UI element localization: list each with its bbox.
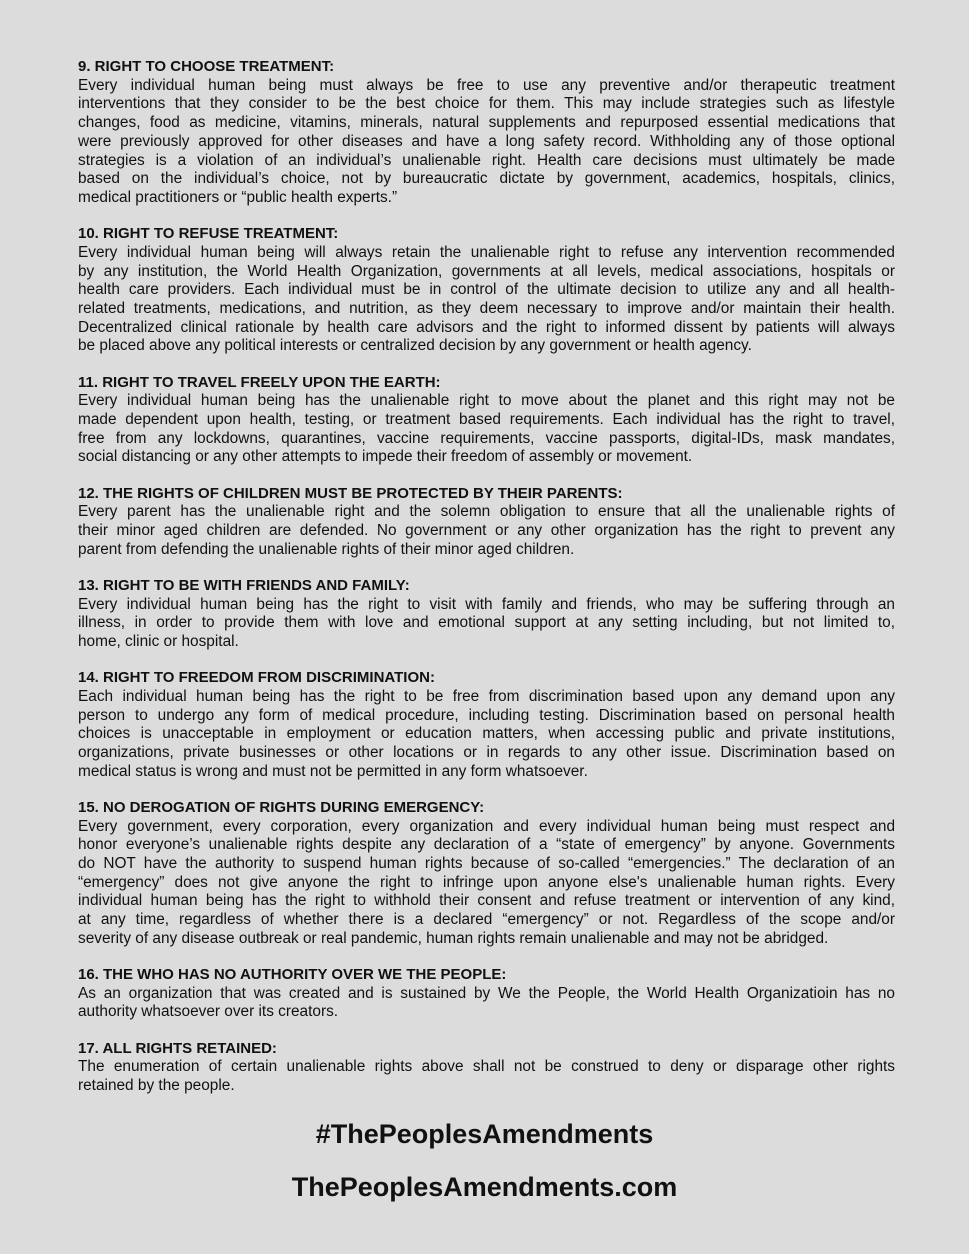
section-text-line: Every individual human being must always be free to use any preventive and/or therapeutic treatment — [78, 76, 895, 94]
section-heading: 15. NO DEROGATION OF RIGHTS DURING EMERGENCY: — [78, 798, 485, 816]
section-text-line: organizations, private businesses or other locations or in regards to any other issue. Discrimination based on — [78, 744, 895, 761]
section-text-line: home, clinic or hospital. — [78, 632, 239, 650]
section-text-line: As an organization that was created and is sustained by We the People, the World Health Organizatioin has no — [78, 984, 895, 1002]
section-text-line: The enumeration of certain unalienable rights above shall not be construed to deny or disparage other rights — [78, 1058, 895, 1076]
section-text-line: severity of any disease outbreak or real pandemic, human rights remain unalienable and may not be abridged. — [78, 929, 829, 947]
document-body — [78, 58, 895, 1113]
section-text-line: choices is unacceptable in employment or education matters, when accessing public and private institutions, — [78, 725, 895, 743]
section-text-line: retained by the people. — [78, 1077, 235, 1095]
section-text-line: at any time, regardless of whether there is a declared “emergency” or not. Regardless of the scope and/or — [78, 911, 895, 929]
section-text-line: Every individual human being has the unalienable right to move about the planet and this right may not be — [78, 392, 895, 410]
section — [78, 577, 895, 652]
section-text-line: free from any lockdowns, quarantines, vaccine requirements, vaccine passports, digital-IDs, mask mandates, — [78, 429, 895, 447]
section-heading: 17. ALL RIGHTS RETAINED: — [78, 1039, 277, 1057]
section-text-line: made dependent upon health, testing, or treatment based requirements. Each individual has the right to travel, — [78, 410, 895, 428]
section-heading: 11. RIGHT TO TRAVEL FREELY UPON THE EARTH: — [78, 373, 441, 391]
section-heading: 12. THE RIGHTS OF CHILDREN MUST BE PROTECTED BY THEIR PARENTS: — [78, 484, 623, 502]
section-text-line: Every individual human being will always retain the unalienable right to refuse any intervention recommended — [78, 243, 895, 261]
section-text-line: Decentralized clinical rationale by health care advisors and the right to informed dissent by patients will always — [78, 318, 895, 336]
section-text-line: their minor aged children are defended. No government or any other organization has the right to prevent any — [78, 521, 895, 539]
section-text-line: Each individual human being has the right to be free from discrimination based upon any demand upon any — [78, 687, 895, 705]
section-text-line: medical practitioners or “public health experts.” — [78, 188, 398, 206]
section-text-line: illness, in order to provide them with love and emotional support at any setting including, but not limited to, — [78, 614, 895, 632]
section-text-line: honor everyone’s unalienable rights despite any declaration of a “state of emergency” by anyone. Governments — [78, 836, 895, 854]
section-heading: 10. RIGHT TO REFUSE TREATMENT: — [78, 225, 339, 243]
section — [78, 669, 895, 781]
section-text-line: Every individual human being has the right to visit with family and friends, who may be suffering through an — [78, 595, 895, 613]
section — [78, 799, 895, 949]
section — [78, 58, 895, 208]
section-heading: 9. RIGHT TO CHOOSE TREATMENT: — [78, 58, 335, 75]
section-text-line: medical status is wrong and must not be permitted in any form whatsoever. — [78, 762, 588, 780]
section-text-line: changes, food as medicine, vitamins, minerals, natural supplements and repurposed essential medications that — [78, 114, 895, 132]
section-text-line: authority whatsoever over its creators. — [78, 1003, 339, 1021]
section-text-line: person to undergo any form of medical procedure, including testing. Discrimination based on personal health — [78, 706, 895, 724]
section — [78, 966, 895, 1022]
section — [78, 1040, 895, 1096]
section-text-line: strategies is a violation of an individual’s unalienable right. Health care decisions must ultimately be made — [78, 151, 895, 169]
section-heading: 13. RIGHT TO BE WITH FRIENDS AND FAMILY: — [78, 576, 410, 594]
section — [78, 374, 895, 468]
section-text-line: Every parent has the unalienable right and the solemn obligation to ensure that all the unalienable rights of — [78, 503, 895, 521]
section-text-line: social distancing or any other attempts to impede their freedom of assembly or movement. — [78, 448, 693, 466]
section-heading: 16. THE WHO HAS NO AUTHORITY OVER WE THE PEOPLE: — [78, 966, 507, 984]
section-text-line: do NOT have the authority to suspend human rights because of so-called “emergencies.” The declaration of an — [78, 855, 895, 873]
section-text-line: health care providers. Each individual must be in control of the ultimate decision to utilize any and all health- — [78, 281, 895, 299]
website-url: ThePeoplesAmendments.com — [291, 1172, 678, 1202]
section — [78, 225, 895, 356]
section-text-line: related treatments, medications, and nutrition, as they deem necessary to improve and/or maintain their health. — [78, 299, 895, 317]
section-text-line: by any institution, the World Health Organization, governments at all levels, medical associations, hospitals or — [78, 262, 895, 280]
section-heading: 14. RIGHT TO FREEDOM FROM DISCRIMINATION: — [78, 669, 435, 687]
section-text-line: be placed above any political interests or centralized decision by any government or health agency. — [78, 337, 752, 355]
section-text-line: interventions that they consider to be the best choice for them. This may include strategies such as lifestyle — [78, 95, 895, 113]
section-text-line: “emergency” does not give anyone the right to infringe upon anyone else's unalienable human rights. Every — [78, 873, 895, 891]
section-text-line: parent from defending the unalienable rights of their minor aged children. — [78, 540, 575, 558]
section-text-line: Every government, every corporation, every organization and every individual human being must respect and — [78, 817, 895, 835]
section-text-line: individual human being has the right to withhold their consent and refuse treatment or intervention of any kind, — [78, 892, 895, 910]
section — [78, 485, 895, 560]
section-text-line: were previously approved for other diseases and have a long safety record. Withholding any of those optional — [78, 132, 895, 150]
hashtag: #ThePeoplesAmendments — [315, 1119, 654, 1149]
section-text-line: based on the individual’s choice, not by bureaucratic dictate by government, academics, hospitals, clinics, — [78, 170, 895, 188]
